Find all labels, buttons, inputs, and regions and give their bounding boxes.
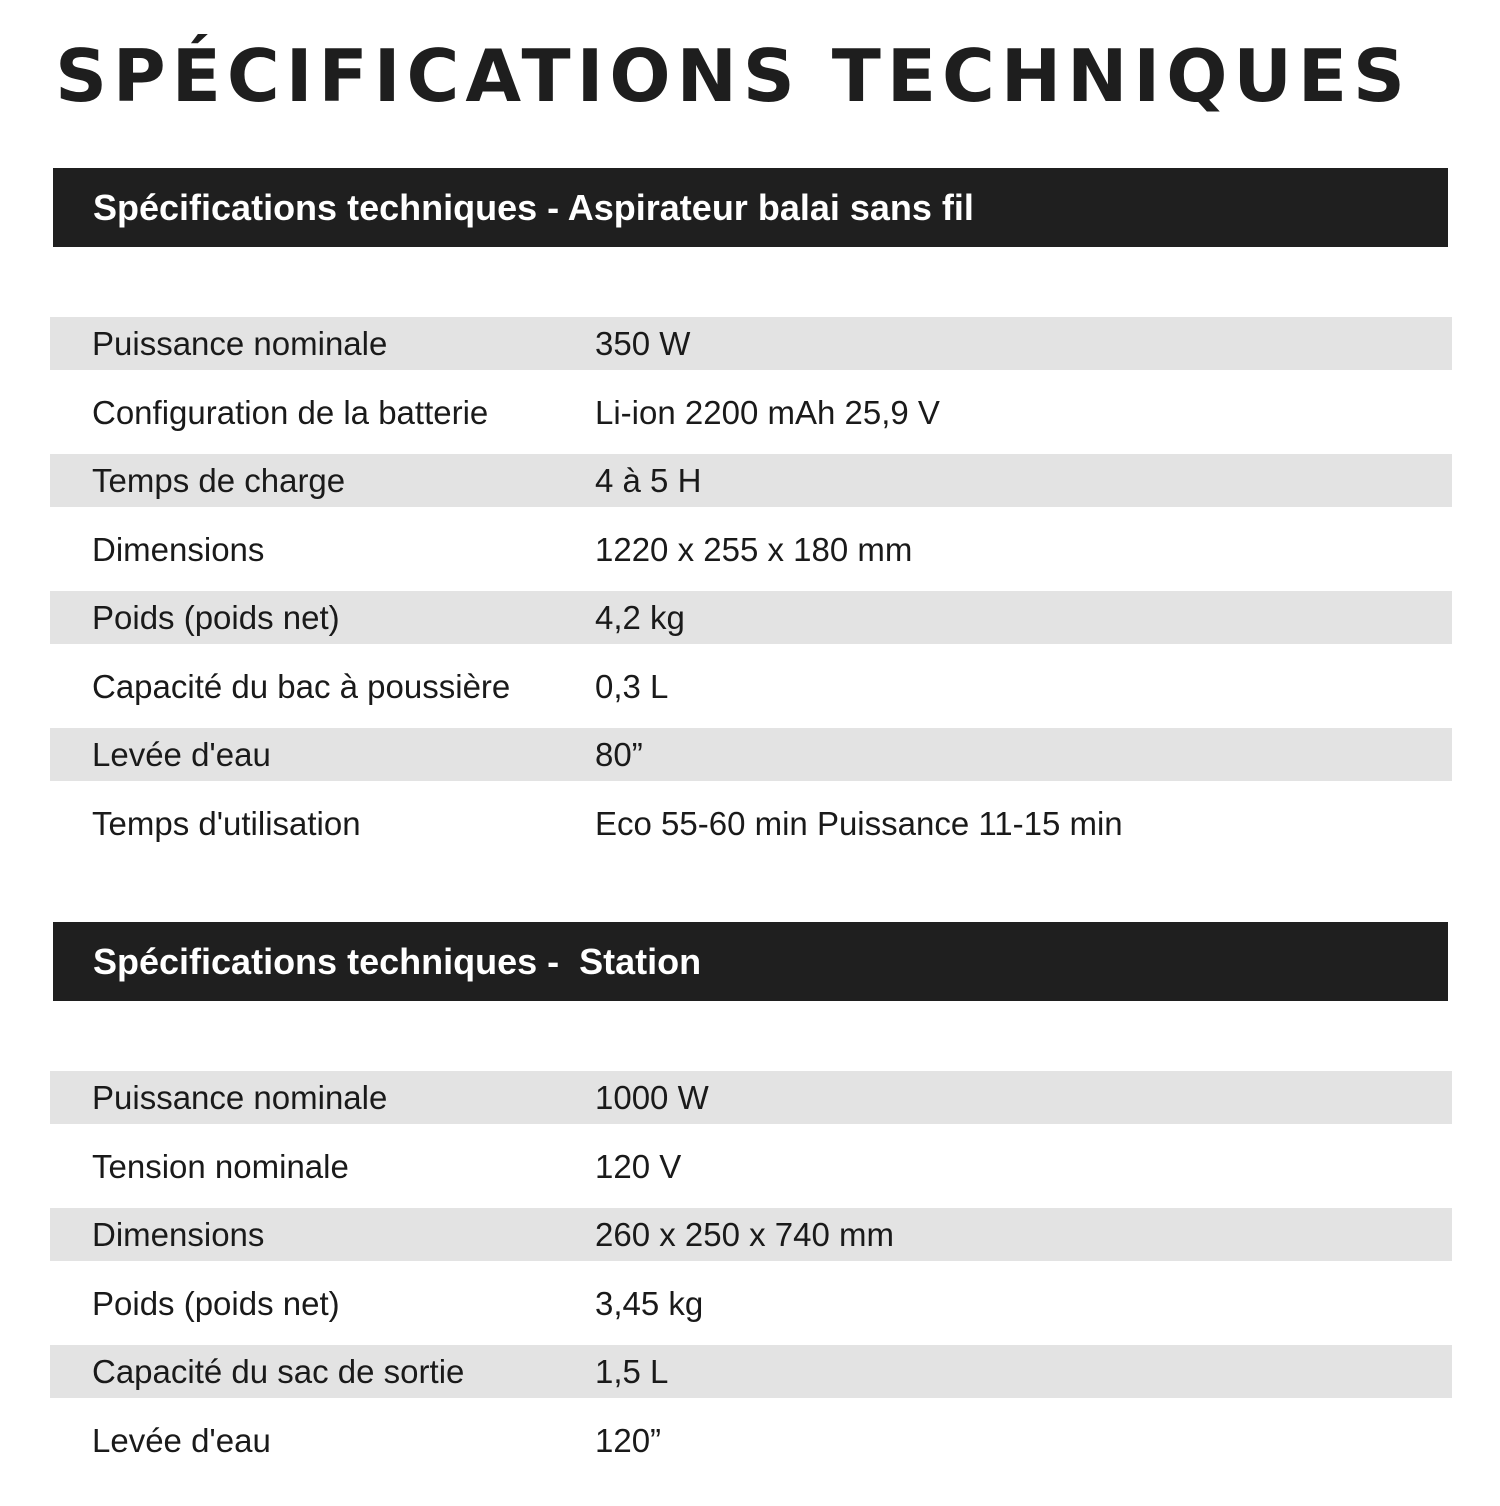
table-row: [50, 1414, 1452, 1467]
table-row: [50, 1140, 1452, 1193]
spec-label: Capacité du bac à poussière: [92, 667, 511, 705]
table-row: [50, 660, 1452, 713]
spec-label: Levée d'eau: [92, 736, 271, 773]
table-row: [50, 1277, 1452, 1330]
spec-value: 1000 W: [595, 1079, 709, 1116]
spec-label: Configuration de la batterie: [92, 393, 489, 431]
table-row: [50, 523, 1452, 576]
spec-value: 1,5 L: [595, 1353, 669, 1390]
spec-value: Eco 55-60 min Puissance 11-15 min: [595, 804, 1123, 842]
spec-label: Levée d'eau: [92, 1421, 271, 1459]
table-row: [50, 797, 1452, 850]
table-row: [50, 1208, 1452, 1261]
section-header-station: Spécifications techniques - Station: [53, 922, 1448, 1001]
table-row: [50, 1345, 1452, 1398]
spec-value: 4 à 5 H: [595, 462, 702, 499]
spec-label: Puissance nominale: [92, 1079, 388, 1116]
spec-label: Capacité du sac de sortie: [92, 1353, 465, 1390]
spec-table-vacuum: [50, 317, 1452, 865]
page-title: SPÉCIFICATIONS TECHNIQUES: [55, 34, 1411, 118]
spec-label: Temps de charge: [92, 462, 346, 499]
table-row: [50, 591, 1452, 644]
spec-value: 4,2 kg: [595, 599, 685, 636]
spec-value: 3,45 kg: [595, 1284, 704, 1322]
spec-value: 80”: [595, 736, 643, 773]
spec-label: Tension nominale: [92, 1147, 349, 1185]
spec-value: 260 x 250 x 740 mm: [595, 1216, 894, 1253]
spec-label: Poids (poids net): [92, 1284, 340, 1322]
table-row: [50, 1071, 1452, 1124]
spec-value: 120”: [595, 1421, 662, 1459]
spec-value: 1220 x 255 x 180 mm: [595, 530, 913, 568]
spec-label: Puissance nominale: [92, 325, 388, 362]
spec-label: Poids (poids net): [92, 599, 340, 636]
spec-label: Temps d'utilisation: [92, 804, 361, 842]
spec-label: Dimensions: [92, 1216, 265, 1253]
spec-value: 0,3 L: [595, 667, 669, 705]
table-row: [50, 317, 1452, 370]
section-header-vacuum: Spécifications techniques - Aspirateur balai sans fil: [53, 168, 1448, 247]
spec-value: Li-ion 2200 mAh 25,9 V: [595, 393, 940, 431]
spec-label: Dimensions: [92, 530, 265, 568]
spec-value: 350 W: [595, 325, 691, 362]
table-row: [50, 386, 1452, 439]
spec-value: 120 V: [595, 1147, 682, 1185]
table-row: [50, 728, 1452, 781]
table-row: [50, 454, 1452, 507]
spec-table-station: [50, 1071, 1452, 1482]
